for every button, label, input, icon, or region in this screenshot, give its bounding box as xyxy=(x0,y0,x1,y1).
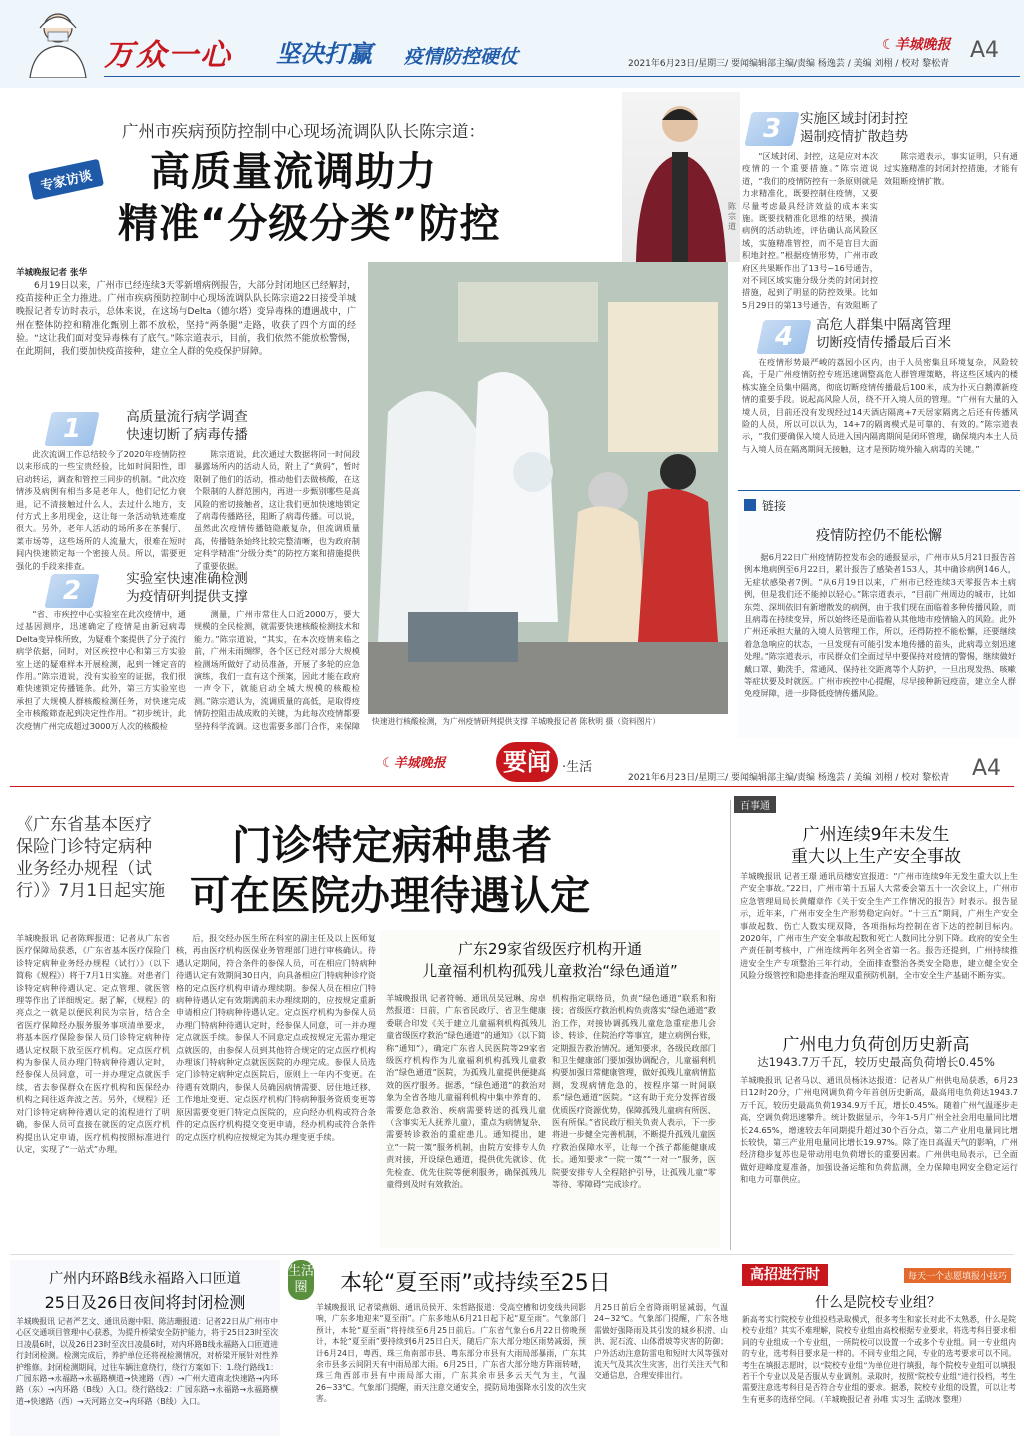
page-number: A4 xyxy=(970,38,1000,63)
paper-logo: ☾羊城晚报 xyxy=(882,37,951,53)
green-text-a: 羊城晚报讯 记者符畅、通讯员吴冠琳、房卓然报道：日前，广东省民政厅、省卫生健康委联合印发《关于建立儿童福利机构孤残儿童省级医疗救治“绿色通道”的通知》（以下简称“通知”），确定广东省人民医院等29家省级医疗机构作为儿童福利机构孤残儿童救治“绿色通道”医院，为孤残儿童提供便捷高效的医疗服务。据悉，“绿色通道”的救治对象为全省各地儿童福利机构中集中养育的、需要危急救治、疾病需要转送的孤残儿童（含事实无人抚养儿童），重点为病情复杂、需要转诊救治的重症患儿。通知提出，建立“一院一策”服务机制，由院方安排专人负责对接，开设绿色通道，提供优先就诊、优先检查、优先住院等便利服务，确保孤残儿童得到及时有效救治。 xyxy=(386,993,546,1190)
link-title: 疫情防控仍不能松懈 xyxy=(816,528,942,544)
mid-date-line: 2021年6月23日/星期三/ 要闻编辑部主编/责编 杨逸芸 / 美编 刘栩 / 校对 黎松青 xyxy=(628,773,950,783)
loop-text: 羊城晚报讯 记者严艺文、通讯员谢中阳、陈洁珊报道：记者22日从广州市中心区交通项目管理中心获悉，为提升桥梁安全防护能力，将于25日23时至次日凌晨6时，以及26日23时至次日凌晨6时，对内环路B线永福路入口匝道进行封闭检测。检测完成后，养护单位还将视检测情况，对桥梁开展针对性养护维修。封闭检测期间，过往车辆注意绕行，绕行方案如下：1.绕行路线1：广园东路→永福路→永福路横道→快速路（西）→广州大道南北快速路→内环路（东）→内环路（B线）入口。绕行路线2：广园东路→永福路→永福路横道→快速路（西）→天河路立交→内环路（B线）入口。 xyxy=(16,1317,278,1406)
safety-tag: 百事通 xyxy=(734,796,776,813)
slogan-unity: 万众一心 xyxy=(104,38,232,73)
mid-logo-mark-icon: ☾ xyxy=(382,756,394,771)
top-rule xyxy=(104,76,1020,77)
power-subtitle: 达1943.7万千瓦，较历史最高负荷增长0.45% xyxy=(757,1055,995,1069)
power-text: 羊城晚报讯 记者马以、通讯员杨沐达报道：记者从广州供电局获悉，6月23日12时20分，广州电网调负荷今年首创历史新高，最高用电负荷达1943.7万千瓦，较历史最高负荷1934.9万千瓦，增长0.45%。随着广州气温逐步走高，空调负荷迅速攀升。统计数据显示，今年1-5月广州全社会用电量同比增长24.65%，增速较去年同期提升超过30个百分点，第二产业用电量同比增长较快，第三产业用电量同比增长19.97%。除了连日高温天气的影响，广州经济稳步复苏也是带动用电负荷增长的重要因素。广州供电局表示，已全面做好迎峰度夏准备，加强设备运维和负荷监测，全力保障电网安全稳定运行和电力可靠供应。 xyxy=(740,1075,1018,1185)
loop-title-line1: 广州内环路B线永福路入口匝道 xyxy=(49,1271,241,1287)
gaokao-banner: 高招进行时 xyxy=(742,1264,828,1286)
main-photo xyxy=(368,262,728,714)
section-3-text: “区域封闭、封控，这是应对本次疫情的一个重要措施。”陈宗道说道，“我们的疫情防控有一条原则就是力求精准化，既要控制住疫情，又要尽量考虑最具经济效益的成本来实施。既要找精准化思维的结果，摸清病例的活动轨迹，评估确认高风险区域，实施精准管控，而不是盲目大面积地封控。”根据疫情形势，广州市政府区共果断作出了13号~16号通告，对不同区域实施分级分类的封闭封控措施，起到了明显的防控效果。比如5月29日的第13号通告，有效阻断了 xyxy=(742,151,878,310)
lead-title-line2: 精准“分级分类”防控 xyxy=(118,201,501,247)
doctor-illustration xyxy=(18,6,96,78)
safety-text: 羊城晚报讯 记者王璟 通讯员穗安宣报道：“广州市连续9年无发生重大以上生产安全事故。”22日，广州市第十五届人大常委会第五十一次会议上，广州市应急管理局局长黄耀章作《关于安全生产工作情况的报告》时表示。报告显示，近年来，广州市安全生产形势稳定向好。“十三五”期间，广州生产安全事故起数、伤亡人数实现双降，各项指标均控制在省下达的控制目标内。2020年，广州市生产安全事故起数和死亡人数同比分别下降。政府的安全生产责任制考核中，广州连续两年名列全省第一名。报告还提到，广州持续推进安全生产专项整治三年行动，全面排查整治各类安全隐患，建立健全安全风险分级管控和隐患排查治理双重预防机制，全市安全生产基础不断夯实。 xyxy=(740,871,1018,981)
section-1-text-a: 此次流调工作总结较今了2020年疫情防控以来形成的一些宝贵经验，比如时间阳性，即启动转运，调查和管控三同步的机制。“此次疫情涉及病例有相当多是老年人，他们记忆力衰退，记不清接触过什么人，去过什么地方，支付方式上多用现金，这让每一条活动轨迹难度很大。另外，老年人活动的场所多在茶餐厅、菜市场等，这些场所的人流量大，很难在短时间内快速锁定每一个密接人员。所以，需要更强化的手段来排查。 xyxy=(16,449,186,571)
mid-page-number: A4 xyxy=(972,756,1002,781)
link-text: 据6月22日广州疫情防控发布会的通报显示，广州市从5月21日报告首例本地病例至6月22日，累计报告了感染者153人，其中确诊病例146人，无症状感染者7例。“从6月19日以来，广州市已经连续3天零报告本土病例，但是我们还不能掉以轻心。”陈宗道表示，“目前广州周边的城市，比如东莞、深圳依旧有新增散发的病例，由于我们现在面临着多种传播风险，而且病毒在持续变异，所以始终还是面临着从其他地市疫情输入的风险。此外广州还承担大量的入境人员管理工作，所以，还得防控不能松懈，还要继续着急急响应的状态，一旦发现有可能引发本地传播的苗头，此病毒立刻迅速处理。”陈宗道表示，市民群众们全面过早中要保持对疫情的警惕，继续做好戴口罩、勤洗手、常通风、保持社交距离等个人防护，一旦出现发热、咳嗽等症状要及时就医。广州市疾控中心提醒，尽早接种新冠疫苗，建立全人群免疫屏障，进一步降低疫情传播风险。 xyxy=(744,552,1016,699)
gaokao-title: 什么是院校专业组？ xyxy=(815,1295,941,1311)
lead-kicker: 广州市疾病预防控制中心现场流调队队长陈宗道： xyxy=(122,122,485,141)
loop-box xyxy=(10,1260,280,1436)
section-3-badge: 3 xyxy=(744,112,799,146)
section-3-text-2: 陈宗道表示，事实证明，只有通过实施精准的封闭封控措施，才能有效阻断疫情扩散。 xyxy=(884,151,1018,186)
link-tag: 链接 xyxy=(762,499,787,513)
section-2-title: 实验室快速准确检测 为疫情研判提供支撑 xyxy=(126,571,248,605)
date-line: 2021年6月23日/星期三/ 要闻编辑部主编/责编 杨逸芸 / 美编 刘栩 / 校对 黎松青 xyxy=(628,59,950,69)
slogan-battle: 疫情防控硬仗 xyxy=(404,46,519,68)
section-1-text-b: 陈宗道说，此次通过大数据将同一时间段暴露场所内的活动人员，附上了“黄码”，暂时限制了他们的活动，推动他们去做核酸，在这个限制的人群范围内，再进一步甄别哪些是高风险的密切接触者，这让我们更加快速地锁定了病毒传播路径，阻断了病毒传播。可以说，虽然此次疫情传播链隐蔽复杂，但流调质量高，传播链条始终比较完整清晰，也为政府制定科学精准“分级分类”的防控方案和措施提供了重要依据。 xyxy=(194,449,360,571)
life-badge: 生活圈 xyxy=(288,1260,314,1300)
mid-section-sub: ·生活 xyxy=(562,760,593,775)
safety-title-line1: 广州连续9年未发生 xyxy=(802,825,950,845)
section-2-text-a: “省、市疾控中心实验室在此次疫情中，通过基因测序，迅速确定了疫情是由新冠病毒Delta变异株所致，为疑难个案提供了分子流行病学依据，同时，对区疾控中心和第三方实验室上送的疑难样本开展检测，起到一锤定音的作用。”陈宗道说，没有实验室的证据，我们很难快速锁定传播链条。此外，第三方实验室也承担了大规模人群核酸检测任务，对快速完成全市核酸筛查起到决定性作用。“初步统计，此次疫情广州完成超过3000万人次的核酸检 xyxy=(16,609,186,731)
clinic-text-b: 后，报交经办医生所在科室的副主任及以上医师复核，再由医疗机构医保业务管理部门进行审核确认。待遇认定期间，符合条件的参保人员，可在相应门特病种待遇认定有效期间30日内，向具备相应门特病种诊疗资格的定点医疗机构申请办理续期。参保人员在相应门特病种待遇认定有效期满前未办理续期的，应按规定重新申请相应门特病种待遇认定。定点医疗机构为参保人员办理门特病种待遇认定时，经参保人同意，可一并办理定点就医手续。参保人不同意定点或按规定无需办理定点就医的，由参保人员到其他符合规定的定点医疗机构办理该门特病种定点就医医院的办理完成。参保人员选定门诊特定病种定点医院后，原则上一年内不变更。在待遇有效期内，参保人员确因病情需要、居住地迁移、工作地址变更、定点医疗机构门特病种服务资质变更等原因需要变更门特定点医院的，应向经办机构或符合条件的定点医疗机构提交变更申请，经办机构或符合条件的定点医疗机构应按规定为其办理变更手续。 xyxy=(176,933,376,1142)
section-2-badge: 2 xyxy=(44,574,99,608)
clinic-text-a: 羊城晚报讯 记者陈辉报道：记者从广东省医疗保障局获悉，《广东省基本医疗保险门诊特定病种业务经办规程（试行）》（以下简称《规程》）将于7月1日实施。对患者门诊特定病种待遇认定、定点管理、就医管理等作出了详细规定。据了解，《规程》的亮点之一就是以便民利民为宗旨，结合全省医疗保障经办服务服务事项清单要求，将基本医疗保险参保人员门诊特定病种待遇认定权限下放至医疗机构。定点医疗机构为参保人员办理门特病种待遇认定时，经参保人员同意，可一并办理定点就医手续，省去参保群众在医疗机构和医保经办机构之间往返奔波之苦。另外，《规程》还对门诊特定病种待遇认定的流程进行了明确，参保人员可直接在就医的定点医疗机构提出认定申请，医疗机构按照标准进行认定，实现了“一站式”办理。 xyxy=(16,933,170,1154)
top-banner xyxy=(0,0,1024,88)
gaokao-box xyxy=(738,1262,1018,1436)
gaokao-banner-tag: 每天一个志愿填报小技巧 xyxy=(904,1268,1011,1283)
green-title-line1: 广东29家省级医疗机构开通 xyxy=(457,940,643,958)
section-1-badge: 1 xyxy=(44,412,99,446)
section-4-title: 高危人群集中隔离管理 切断疫情传播最后百米 xyxy=(816,317,951,351)
section-4-text: 在疫情形势最严峻的荔园小区内，由于人员密集且环境复杂，风险较高，于是广州疫情防控专班迅速调整高危人群管理策略，将这些区域内的楼栋实施全员集中隔离，彻底切断疫情传播最后100米，成为扑灭白鹅潭新疫情的重要手段。说起高风险人员，绕不开入境人员的管理。“广州有大量的入境人员，目前还没有发现经过14天酒店隔离+7天居家隔离之后还有传播风险的人员，所以可以认为，14+7的隔离模式是可靠的、有效的。”陈宗道表示，“我们要确保入境人员进入国内隔离期间是闭环管理，确保境内本土人员与入境人员在隔离期间无接触，这才是预防境外输入病毒的关键。” xyxy=(742,357,1018,454)
clinic-title-line1: 门诊特定病种患者 xyxy=(232,823,552,869)
clinic-title-line2: 可在医院办理待遇认定 xyxy=(190,873,590,919)
photo-caption: 快速进行核酸检测，为广州疫情研判提供支撑 羊城晚报记者 陈秋明 摄（资料图片） xyxy=(372,717,661,726)
section-2-text-b: 测量，广州市常住人口近2000万，要大规模的全民检测，就需要快速核酸检测技术和能力。”陈宗道说，“其实，在本次疫情来临之前，广州未雨绸缪，各个区已经对部分大规模检测场所做好了动员准备，开展了多轮的应急演练，我们一直有这个预案，因此才能在政府一声令下，就能启动全城大规模的核酸检测。”陈宗道认为，流调质量的高低，是取得疫情防控阻击战成败的关键，为此每次疫情都要坚持科学流调。这也需要多部门合作，来保障 xyxy=(194,609,360,731)
logo-mark-icon: ☾ xyxy=(882,37,895,53)
portrait-credit: 陈宗道 xyxy=(728,202,736,231)
mid-section-badge: 要闻 xyxy=(496,742,558,782)
lead-title-line1: 高质量流调助力 xyxy=(150,149,437,195)
lead-byline: 羊城晚报记者 张华 xyxy=(16,268,87,278)
slogan-win: 坚决打赢 xyxy=(276,40,372,68)
life-title: 本轮“夏至雨”或持续至25日 xyxy=(340,1271,611,1296)
life-text: 羊城晚报讯 记者梁燕娟、通讯员侯开、朱哲路报道：受高空槽和切变线共同影响，广东多地迎来“夏至雨”。广东多地从6月21日起下起“夏至雨”。气象部门预计，本轮“夏至雨”将持续至6月25日前后。广东省气象台6月22日傍晚预计，本轮“夏至雨”要持续到6月25日白天，随后广东大部分地区雨势减弱，预计6月24日，粤西、珠三角南部市县、粤东部分市县有大雨局部暴雨，广东其余市县多云间阴天有中雨局部大雨。6月25日，广东省大部分地方阵雨转晴，珠三角西部市县有中雨局部大雨，广东其余市县多云天气为主，气温26~33℃。气象部门提醒，雨天注意交通安全，提防局地强降水引发的次生灾害。 xyxy=(316,1303,586,1404)
col-divider xyxy=(730,800,731,1250)
portrait-photo xyxy=(622,92,740,262)
lead-intro: 6月19日以来，广州市已经连续3天零新增病例报告，大部分封闭地区已经解封，疫苗接种正全力推进。广州市疾病预防控制中心现场流调队队长陈宗道22日接受羊城晚报记者专访时表示，总体来说，在这场与Delta（德尔塔）变异毒株的遭遇战中，广州在整体防控和精准化甄别上都不放松，坚持“两条腿”走路，收获了四个方面的经验。“这让我们面对变异毒株有了底气。”陈宗道表示，目前，我们依然不能放松警惕，在此期间，我们要加快疫苗接种，建立全人群的免疫保护屏障。 xyxy=(16,281,356,358)
power-title: 广州电力负荷创历史新高 xyxy=(782,1035,970,1055)
expert-tag: 专家访谈 xyxy=(28,159,104,200)
mid-rule xyxy=(10,786,1014,787)
mid-paper-logo: ☾羊城晚报 xyxy=(382,756,446,771)
life-text-2: 月25日前后全省降雨明显减弱，气温24~32℃。气象部门提醒，广东各地需做好强降雨及其引发的城乡积涝、山洪、泥石流、山体滑坡等灾害的防御；户外活动注意防雷电和短时大风等强对流天气及其次生灾害，出行关注天气和交通信息，合理安排出行。 xyxy=(594,1303,728,1381)
green-text-b: 机构指定联络员，负责“绿色通道”联系和衔接；省级医疗救治机构负责落实“绿色通道”救治工作，对接协调孤残儿童危急重症患儿会诊、转诊、住院治疗等事宜，建立病例台账，定期报告救治情况。通知要求，各级民政部门和卫生健康部门要加强协调配合，儿童福利机构要加强日常健康管理，做好孤残儿童病情监测，发现病情危急的，按程序第一时间联系“绿色通道”医院。“这有助于充分发挥省级优质医疗资源优势，保障孤残儿童病有所医、医有所保。”省民政厅相关负责人表示，下一步将进一步健全完善机制，不断提升孤残儿童医疗救治保障水平，让每一个孩子都能健康成长。通知要求“一院一策”“一对一”服务，医院要安排专人全程陪护引导，让孤残儿童“零等待、零障碍”完成诊疗。 xyxy=(552,993,716,1190)
section-4-badge: 4 xyxy=(756,320,811,354)
mid-header xyxy=(0,740,1024,792)
green-box xyxy=(380,930,720,1248)
green-title-line2: 儿童福利机构孤残儿童救治“绿色通道” xyxy=(422,962,678,980)
clinic-side-title: 《广东省基本医疗保险门诊特定病种业务经办规程（试行）》7月1日起实施 xyxy=(16,815,166,901)
link-box xyxy=(738,490,1020,738)
safety-title-line2: 重大以上生产安全事故 xyxy=(791,847,961,867)
loop-title-line2: 25日及26日夜间将封闭检测 xyxy=(44,1293,246,1312)
bottom-rule xyxy=(10,1254,1014,1255)
section-1-title: 高质量流行病学调查 快速切断了病毒传播 xyxy=(126,409,248,443)
gaokao-text: 新高考实行院校专业组投档录取模式，很多考生和家长对此不太熟悉，什么是院校专业组？其实不难理解，院校专业组由高校根据专业要求，将选考科目要求相同的专业组成一个专业组，一所院校可以设置一个或多个专业组。同一专业组内的专业，选考科目要求是一样的。不同专业组之间，专业的选考要求可以不同。考生在填报志愿时，以“院校专业组”为单位进行填报，每个院校专业组可以填报若干个专业以及是否服从专业调剂。录取时，按照“院校专业组”进行投档，考生需要注意选考科目是否符合专业组的要求。据悉，院校专业组的设置，可以让考生有更多的选择空间。（羊城晚报记者 孙唯 实习生 孟晓冰 整理） xyxy=(742,1315,1016,1404)
link-icon xyxy=(744,499,756,511)
section-3-title: 实施区域封闭封控 遏制疫情扩散趋势 xyxy=(800,111,908,145)
